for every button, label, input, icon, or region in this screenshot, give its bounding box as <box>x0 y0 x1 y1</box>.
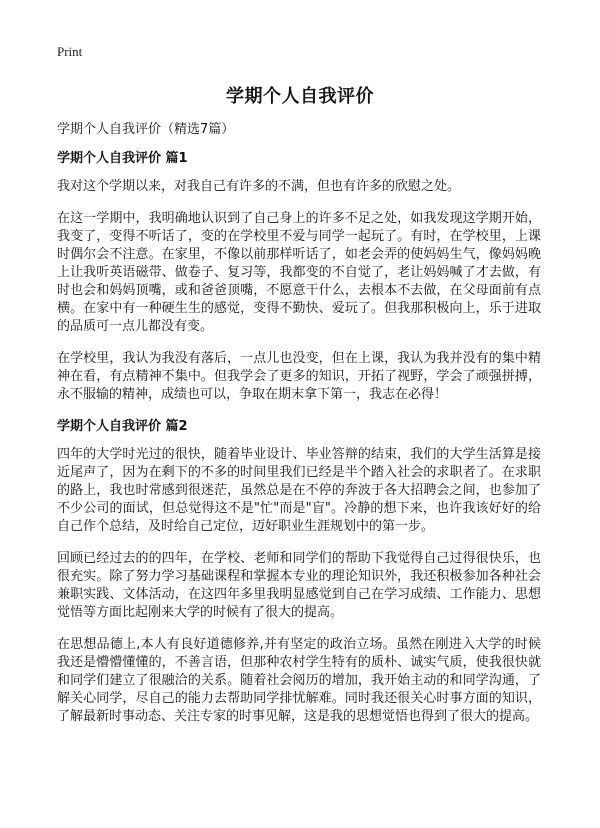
section-heading: 学期个人自我评价 篇2 <box>57 419 188 434</box>
page-title: 学期个人自我评价 <box>226 86 374 107</box>
article-body <box>57 150 541 738</box>
print-link[interactable]: Print <box>57 44 83 59</box>
document-subtitle: 学期个人自我评价（精选7篇） <box>57 122 235 137</box>
paragraph: 回顾已经过去的的四年，在学校、老师和同学们的帮助下我觉得自己过得很快乐，也很充实。除了努力学习基础课程和掌握本专业的理论知识外，我还积极参加各种社会兼职实践、文体活动，在这四年多里我明显感觉到自己在学习成绩、工作能力、思想觉悟等方面比起刚来大学的时候有了很大的提高。 <box>57 551 541 620</box>
paragraph: 在思想品德上,本人有良好道德修养,并有坚定的政治立场。虽然在刚进入大学的时候我还是懵懵懂懂的，不善言语，但那种农村学生特有的质朴、诚实气质，使我很快就和同学们建立了很融洽的关系。随着社会阅历的增加，我开始主动的和同学沟通，了解关心同学，尽自己的能力去帮助同学排忧解难。同时我还很关心时事方面的知识，了解最新时事动态、关注专家的时事见解，这是我的思想觉悟也得到了很大的提高。 <box>57 637 541 724</box>
paragraph: 在这一学期中，我明确地认识到了自己身上的许多不足之处，如我发现这学期开始，我变了，变得不听话了，变的在学校里不爱与同学一起玩了。有时，在学校里，上课时偶尔会不注意。在家里，不像以前那样听话了，如老会弄的使妈妈生气，像妈妈晚上让我听英语磁带、做卷子、复习等，我都变的不自觉了，老让妈妈喊了才去做，有时也会和妈妈顶嘴，或和爸爸顶嘴，不愿意干什么，去根本不去做，在父母面前有点横。在家中有一种硬生生的感觉，变得不勤快、爱玩了。但我那积极向上，乐于进取的品质可一点儿都没有变。 <box>57 211 541 334</box>
section-2 <box>57 418 541 726</box>
paragraph: 我对这个学期以来，对我自己有许多的不满，但也有许多的欣慰之处。 <box>57 179 461 194</box>
section-heading: 学期个人自我评价 篇1 <box>57 151 188 166</box>
paragraph: 在学校里，我认为我没有落后，一点儿也没变，但在上课，我认为我并没有的集中精神在看，有点精神不集中。但我学会了更多的知识，开拓了视野，学会了顽强拼搏，永不服输的精神，成绩也可以，争取在期末拿下第一，我志在必得！ <box>57 351 541 402</box>
section-1 <box>57 150 541 404</box>
paragraph: 四年的大学时光过的很快，随着毕业设计、毕业答辩的结束，我们的大学生活算是接近尾声了，因为在剩下的不多的时间里我们已经是半个踏入社会的求职者了。在求职的路上，我也时常感到很迷茫，虽然总是在不停的奔波于各大招聘会之间，也参加了不少公司的面试，但总觉得这不是"忙"而是"盲"。冷静的想下来，也许我该好好的给自己作个总结，及时给自己定位，迈好职业生涯规划中的第一步。 <box>57 447 541 534</box>
